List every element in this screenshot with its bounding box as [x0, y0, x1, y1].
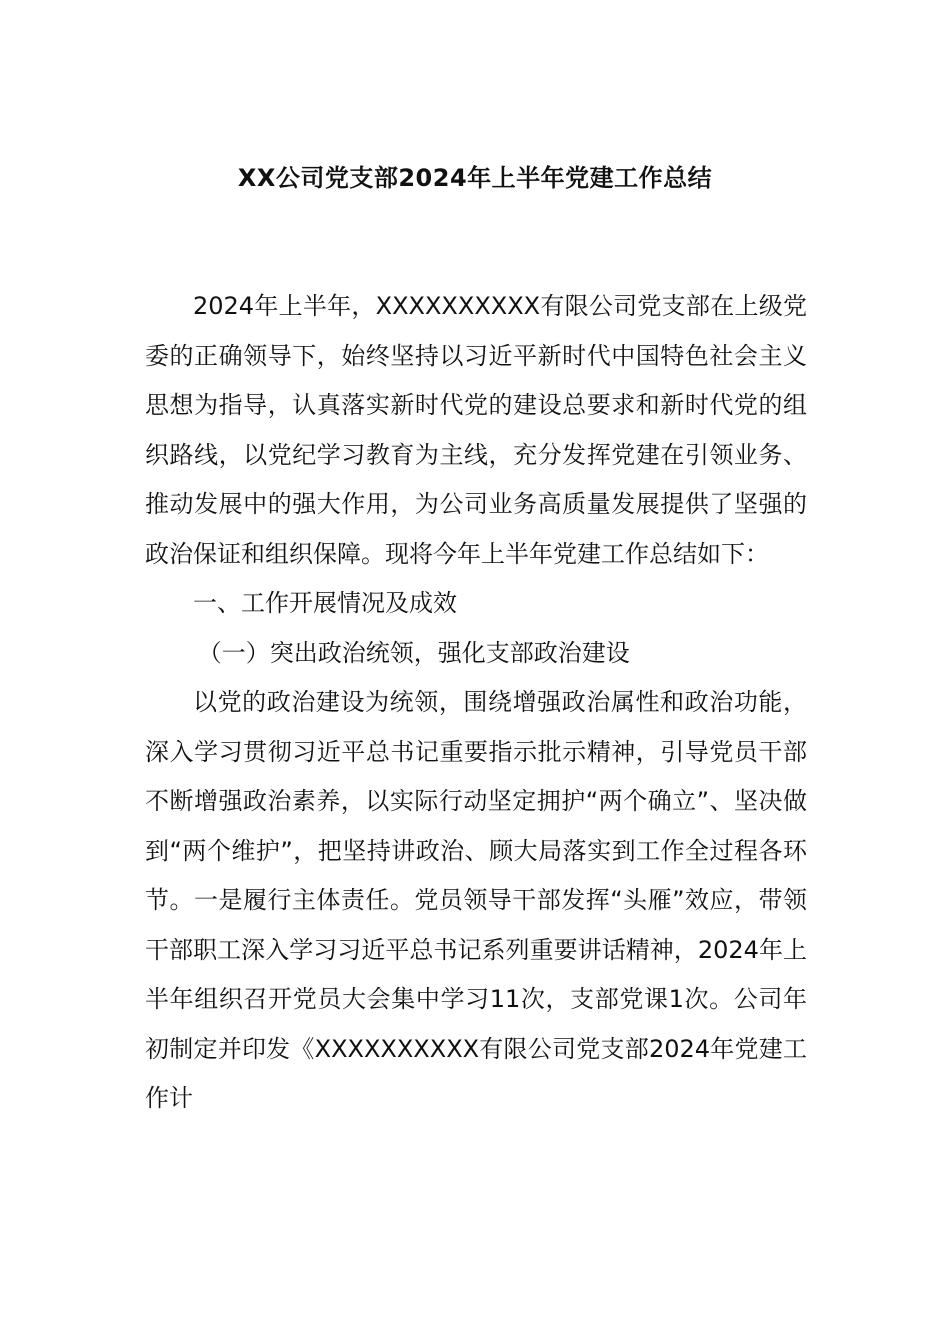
subsection-paragraph: 以党的政治建设为统领，围绕增强政治属性和政治功能，深入学习贯彻习近平总书记重要指示批示精神，引导党员干部不断增强政治素养，以实际行动坚定拥护“两个确立”、坚决做到“两个维护”，把坚持讲政治、顾大局落实到工作全过程各环节。一是履行主体责任。党员领导干部发挥“头雁”效应，带领干部职工深入学习习近平总书记系列重要讲话精神，2024年上半年组织召开党员大会集中学习11次，支部党课1次。公司年初制定并印发《XXXXXXXXXX有限公司党支部2024年党建工作计	[145, 688, 807, 1112]
document-title: XX公司党支部2024年上半年党建工作总结	[237, 164, 713, 192]
intro-paragraph: 2024年上半年，XXXXXXXXXX有限公司党支部在上级党委的正确领导下，始终坚持以习近平新时代中国特色社会主义思想为指导，认真落实新时代党的建设总要求和新时代党的组织路线，以党纪学习教育为主线，充分发挥党建在引领业务、推动发展中的强大作用，为公司业务高质量发展提供了坚强的政治保证和组织保障。现将今年上半年党建工作总结如下：	[145, 292, 807, 568]
subsection-heading: （一）突出政治统领，强化支部政治建设	[197, 638, 630, 667]
section-heading: 一、工作开展情况及成效	[193, 589, 457, 617]
document-body	[145, 282, 807, 1124]
